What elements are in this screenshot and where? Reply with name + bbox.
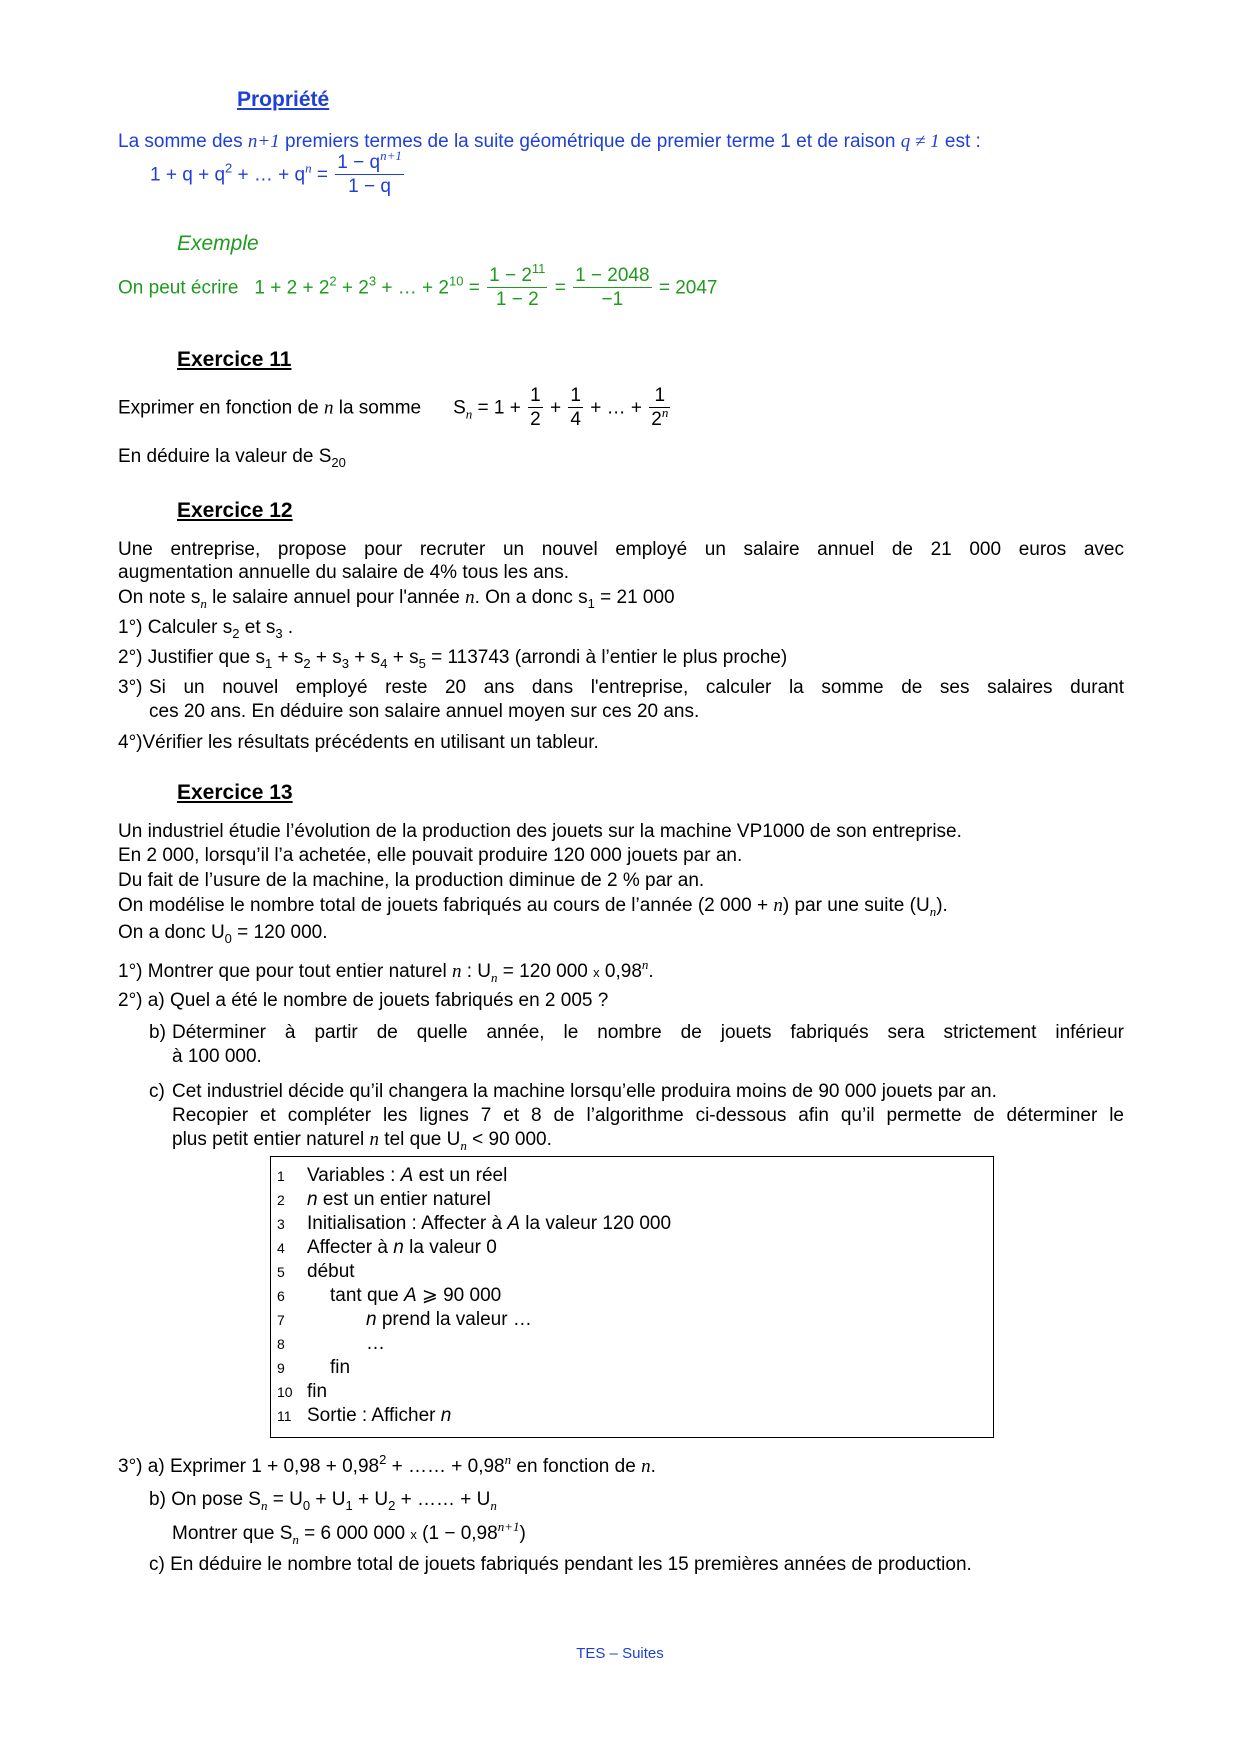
ex13-line-3: Du fait de l’usure de la machine, la production diminue de 2 % par an. <box>118 870 705 891</box>
ex13-q3c: c) En déduire le nombre total de jouets fabriqués pendant les 15 premières années de production. <box>149 1554 972 1575</box>
propriete-fraction: $\frac{1 - q^{n+1}}{1 - q}$ <box>337 148 402 197</box>
algorithm-box <box>270 1156 994 1438</box>
algo-line-7: 7 n prend la valeur … <box>277 1309 532 1330</box>
ex12-paragraph-3: On note $s_n$ le salaire annuel pour l'année n. On a donc $s_1 = 21$ 000 <box>118 587 675 611</box>
ex13-q2c-label: c) <box>149 1081 165 1102</box>
ex11-frac-quarter: $\frac{1}{4}$ <box>570 385 581 430</box>
ex13-q2c-line2: Recopier et compléter les lignes 7 et 8 de l’algorithme ci-dessous afin qu’il permette de déterminer le <box>172 1105 1124 1126</box>
ex12-q2: 2°) Justifier que $s_1 + s_2 + s_3 + s_4 + s_5 = 113743$ (arrondi à l’entier le plus proche) <box>118 647 788 671</box>
ex13-title: Exercice 13 <box>177 781 293 804</box>
algo-line-11: 11 Sortie : Afficher n <box>277 1405 452 1426</box>
ex11-question-2: En déduire la valeur de $S_{20}$ <box>118 446 346 470</box>
ex12-q3-line1: Si un nouvel employé reste 20 ans dans l'entreprise, calculer la somme de ses salaires durant <box>149 677 1124 698</box>
ex11-question-1: Exprimer en fonction de n la somme $S_n = 1$ + $\frac{1}{2}$ + $\frac{1}{4}$ + … + $\frac{1}{2^n}$ <box>118 385 669 430</box>
exemple-fraction-1: $\frac{1 - 2^{11}}{1 - 2}$ <box>489 261 546 310</box>
ex13-line-2: En 2 000, lorsqu’il l’a achetée, elle pouvait produire 120 000 jouets par an. <box>118 845 743 866</box>
ex13-q2b-line1: Déterminer à partir de quelle année, le nombre de jouets fabriqués sera strictement inférieur <box>172 1022 1124 1043</box>
ex13-q2c-line1: Cet industriel décide qu’il changera la machine lorsqu’elle produira moins de 90 000 jouets par an. <box>172 1081 997 1102</box>
propriete-formula: $1 + q + q^2$ + … + $q^n$ = $\frac{1 - q^{n+1}}{1 - q}$ <box>150 148 402 197</box>
exemple-fraction-2: $\frac{1 - 2048}{-1}$ <box>575 265 650 310</box>
algo-line-4: 4 Affecter à n la valeur 0 <box>277 1237 497 1258</box>
ex13-q2c-line3: plus petit entier naturel n tel que $U_n < 90$ 000. <box>172 1129 552 1153</box>
ex13-q3b-line1: b) On pose $S_n = U_0 + U_1 + U_2$ + …… + $U_n$ <box>149 1489 497 1513</box>
algo-line-9: 9 fin <box>277 1357 351 1378</box>
ex13-q1: 1°) Montrer que pour tout entier naturel n : $U_n = 120$ 000 x 0,98$^n$. <box>118 957 654 985</box>
algo-line-1: 1 Variables : A est un réel <box>277 1165 508 1186</box>
algo-line-3: 3 Initialisation : Affecter à A la valeur 120 000 <box>277 1213 672 1234</box>
ex11-title: Exercice 11 <box>177 348 292 371</box>
ex12-q3-line2: ces 20 ans. En déduire son salaire annuel moyen sur ces 20 ans. <box>149 701 700 722</box>
propriete-title: Propriété <box>237 88 330 111</box>
algo-line-10: 10 fin <box>277 1381 328 1402</box>
ex12-paragraph-1: Une entreprise, propose pour recruter un nouvel employé un salaire annuel de 21 000 euros avec <box>118 539 1124 560</box>
page-footer: TES – Suites <box>576 1645 664 1662</box>
ex13-q2a: 2°) a) Quel a été le nombre de jouets fabriqués en 2 005 ? <box>118 990 609 1011</box>
ex13-line-5: On a donc $U_0 = 120$ 000. <box>118 922 328 946</box>
ex11-frac-pow: $\frac{1}{2^n}$ <box>651 385 669 430</box>
exemple-label: Exemple <box>177 232 259 255</box>
ex13-q2b-label: b) <box>149 1022 166 1043</box>
algo-line-5: 5 début <box>277 1261 355 1282</box>
propriete-statement: La somme des n+1 premiers termes de la suite géométrique de premier terme 1 et de raison q ≠ 1 est : <box>118 131 981 152</box>
algo-line-2: 2 n est un entier naturel <box>277 1189 491 1210</box>
ex13-q3b-line2: Montrer que $S_n = 6$ 000 000 x $(1 - 0,98^{n+1})$ <box>172 1519 526 1547</box>
ex12-q4: 4°)Vérifier les résultats précédents en utilisant un tableur. <box>118 732 599 753</box>
ex12-title: Exercice 12 <box>177 499 293 522</box>
ex11-frac-half: $\frac{1}{2}$ <box>530 385 541 430</box>
ex13-q2b-line2: à 100 000. <box>172 1046 262 1067</box>
ex13-line-4: On modélise le nombre total de jouets fabriqués au cours de l’année (2 000 + n) par une suite $(U_n)$. <box>118 895 948 919</box>
ex13-line-1: Un industriel étudie l’évolution de la production des jouets sur la machine VP1000 de son entreprise. <box>118 821 962 842</box>
ex12-q1: 1°) Calculer $s_2$ et $s_3$ . <box>118 617 294 641</box>
algo-line-6: 6 tant que A ⩾ 90 000 <box>277 1285 502 1306</box>
ex13-q3a: 3°) a) Exprimer $1 + 0,98 + 0,98^2$ + …… + $0,98^n$ en fonction de n. <box>118 1452 656 1477</box>
ex12-paragraph-2: augmentation annuelle du salaire de 4% tous les ans. <box>118 562 570 583</box>
exemple-formula: On peut écrire $1 + 2 + 2^2 + 2^3$ + … + $2^{10}$ = $\frac{1 - 2^{11}}{1 - 2}$ = $\frac{1 - 2048}{-1}$ = 2047 <box>118 261 718 310</box>
ex12-q3-num: 3°) <box>118 677 143 698</box>
algo-line-8: 8 … <box>277 1333 385 1354</box>
